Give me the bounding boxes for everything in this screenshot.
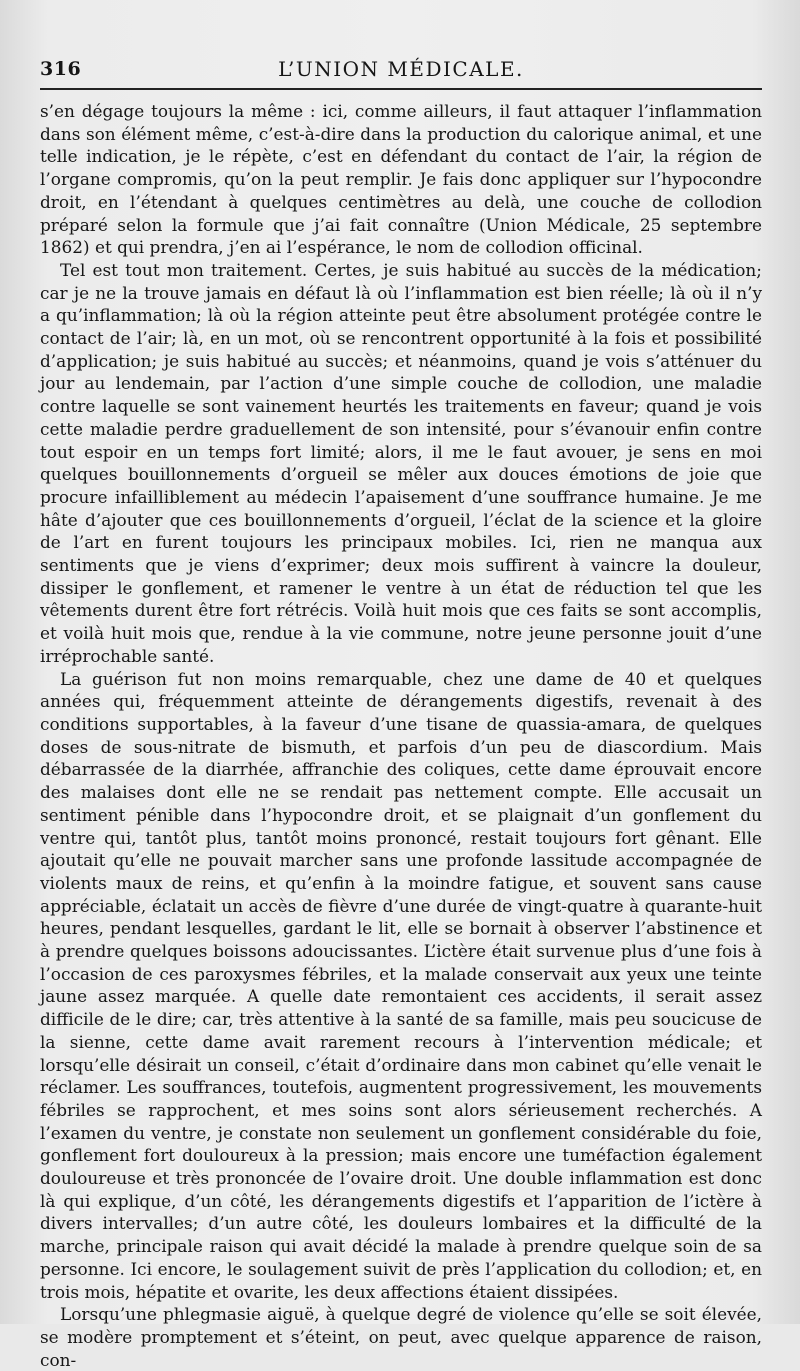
paragraph-2: Tel est tout mon traitement. Certes, je suis habitué au succès de la médication; car je ne la trouve jamais en défaut là où l’inflammation est bien réelle; là où il n’y a qu’inflammation; là où la région atteinte peut être absolument protégée contre le contact de l’air; là, en un mot, où se rencontrent opportunité à la fois et possibilité d’application; je suis habitué au succès; et néanmoins, quand je vois s’atténuer du jour au lendemain, par l’action d’une simple couche de collodion, une maladie contre laquelle se sont vainement heurtés les traitements en faveur; quand je vois cette maladie perdre graduellement de son intensité, pour s’évanouir enfin contre tout espoir en un temps fort limité; alors, il me le faut avouer, je sens en moi quelques bouillonnements d’orgueil se mêler aux douces émotions de joie que procure infailliblement au médecin l’apaisement d’une souffrance humaine. Je me hâte d’ajouter que ces bouillonnements d’orgueil, l’éclat de la science et la gloire de l’art en furent toujours les principaux mobiles. Ici, rien ne manqua aux sentiments que je viens d’exprimer; deux mois suffirent à vaincre la douleur, dissiper le gonflement, et ramener le ventre à un état de réduction tel que les vêtements durent être fort rétrécis. Voilà huit mois que ces faits se sont accomplis, et voilà huit mois que, rendue à la vie commune, notre jeune personne jouit d’une irréprochable santé. bbox=[40, 259, 762, 666]
page-header bbox=[40, 0, 762, 88]
paragraph-4: Lorsqu’une phlegmasie aiguë, à quelque degré de violence qu’elle se soit élevée, se modère promptement et s’éteint, on peut, avec quelque apparence de raison, con- bbox=[40, 1304, 762, 1370]
running-title: L’UNION MÉDICALE. bbox=[278, 57, 524, 81]
header-rule bbox=[40, 88, 762, 90]
paragraph-3: La guérison fut non moins remarquable, chez une dame de 40 et quelques années qui, fréquemment atteinte de dérangements digestifs, revenait à des conditions supportables, à la faveur d’une tisane de quassia-amara, de quelques doses de sous-nitrate de bismuth, et parfois d’un peu de diascordium. Mais débarrassée de la diarrhée, affranchie des coliques, cette dame éprouvait encore des malaises dont elle ne se rendait pas nettement compte. Elle accusait un sentiment pénible dans l’hypocondre droit, et se plaignait d’un gonflement du ventre qui, tantôt plus, tantôt moins prononcé, restait toujours fort gênant. Elle ajoutait qu’elle ne pouvait marcher sans une profonde lassitude accompagnée de violents maux de reins, et qu’enfin à la moindre fatigue, et souvent sans cause appréciable, éclatait un accès de fièvre d’une durée de vingt-quatre à quarante-huit heures, pendant lesquelles, gardant le lit, elle se bornait à observer l’abstinence et à prendre quelques boissons adoucissantes. L’ictère était survenue plus d’une fois à l’occasion de ces paroxysmes fébriles, et la malade conservait aux yeux une teinte jaune assez marquée. A quelle date remontaient ces accidents, il serait assez difficile de le dire; car, très attentive à la santé de sa famille, mais peu soucicuse de la sienne, cette dame avait rarement recours à l’intervention médicale; et lorsqu’elle désirait un conseil, c’était d’ordinaire dans mon cabinet qu’elle venait le réclamer. Les souffrances, toutefois, augmentent progressivement, les mouvements fébriles se rapprochent, et mes soins sont alors sérieusement recherchés. A l’examen du ventre, je constate non seulement un gonflement considérable du foie, gonflement fort douloureux à la pression; mais encore une tuméfaction également douloureuse et très prononcée de l’ovaire droit. Une double inflammation est donc là qui explique, d’un côté, les dérangements digestifs et l’apparition de l’ictère à divers intervalles; d’un autre côté, les douleurs lombaires et la difficulté de la marche, principale raison qui avait décidé la malade à prendre quelque soin de sa personne. Ici encore, le soulagement suivit de près l’application du collodion; et, en trois mois, hépatite et ovarite, les deux affections étaient dissipées. bbox=[40, 668, 762, 1302]
page-number: 316 bbox=[40, 58, 82, 80]
article-body bbox=[40, 100, 762, 1371]
paragraph-1: s’en dégage toujours la même : ici, comme ailleurs, il faut attaquer l’inflammation dans son élément même, c’est-à-dire dans la production du calorique animal, et une telle indication, je le répète, c’est en défendant du contact de l’air, la région de l’organe compromis, qu’on la peut remplir. Je fais donc appliquer sur l’hypocondre droit, en l’étendant à quelques centimètres au delà, une couche de collodion préparé selon la formule que j’ai fait connaître (Union Médicale, 25 septembre 1862) et qui prendra, j’en ai l’espérance, le nom de collodion officinal. bbox=[40, 101, 762, 258]
